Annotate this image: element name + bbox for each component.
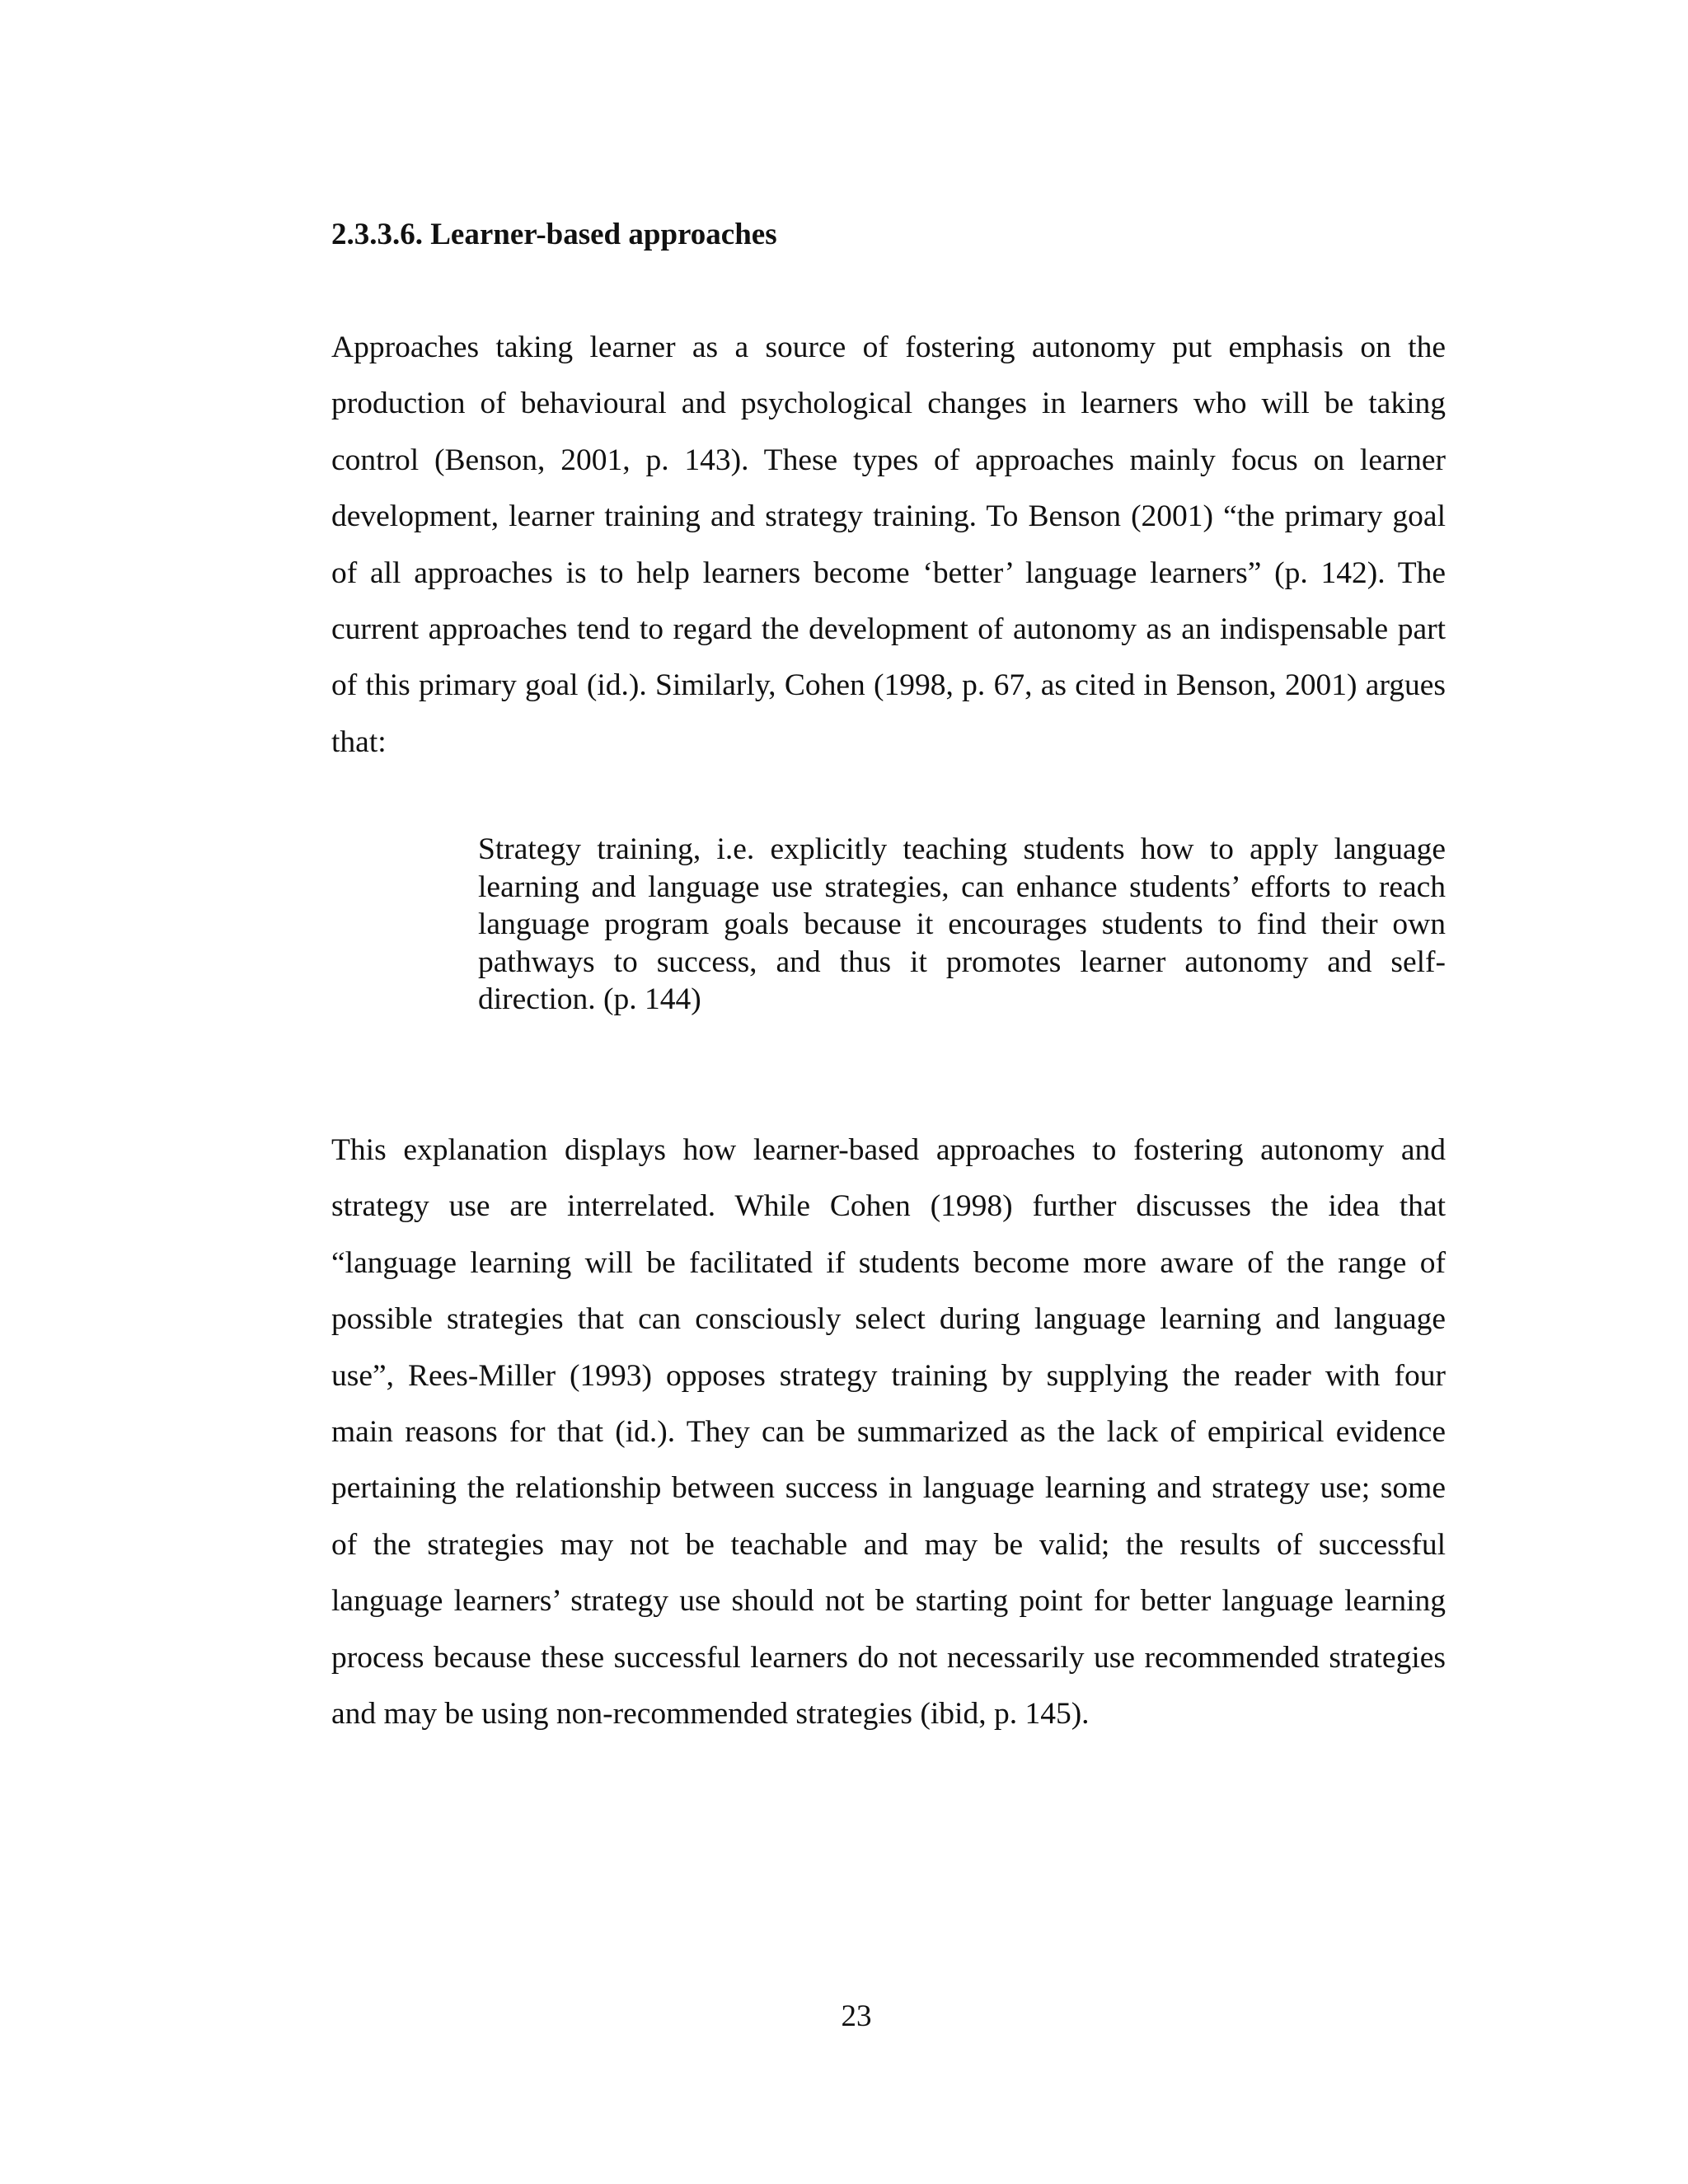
section-heading: 2.3.3.6. Learner-based approaches [331,218,777,251]
body-paragraph-2: This explanation displays how learner-based approaches to fostering autonomy and strategy use are interrelated. While Cohen (1998) further discusses the idea that “language learning will be facilitated if students become more aware of the range of possible strategies that can consciously select during language learning and language use”, Rees-Miller (1993) opposes strategy training by supplying the reader with four main reasons for that (id.). They can be summarized as the lack of empirical evidence pertaining the relationship between success in language learning and strategy use; some of the strategies may not be teachable and may be valid; the results of successful language learners’ strategy use should not be starting point for better language learning process because these successful learners do not necessarily use recommended strategies and may be using non-recommended strategies (ibid, p. 145). [331,1133,1446,1732]
body-paragraph-1: Approaches taking learner as a source of fostering autonomy put emphasis on the production of behavioural and psychological changes in learners who will be taking control (Benson, 2001, p. 143). These types of approaches mainly focus on learner development, learner training and strategy training. To Benson (2001) “the primary goal of all approaches is to help learners become ‘better’ language learners” (p. 142). The current approaches tend to regard the development of autonomy as an indispensable part of this primary goal (id.). Similarly, Cohen (1998, p. 67, as cited in Benson, 2001) argues that: [331,330,1446,759]
block-quote: Strategy training, i.e. explicitly teaching students how to apply language learning and language use strategies, can enhance students’ efforts to reach language program goals because it encourages students to find their own pathways to success, and thus it promotes learner autonomy and self-direction. (p. 144) [478,832,1446,1016]
page-number: 23 [841,1999,872,2033]
